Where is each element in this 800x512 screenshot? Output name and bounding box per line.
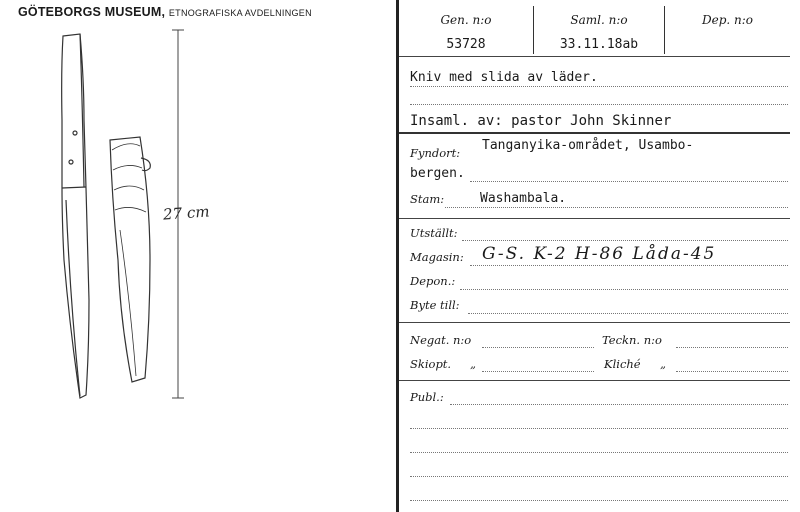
- collected-by-value: pastor John Skinner: [511, 113, 672, 129]
- card-rule: [399, 322, 790, 323]
- sheath-illustration: [110, 137, 150, 382]
- museum-name: GÖTEBORGS MUSEUM,: [18, 5, 166, 19]
- negat-row: [410, 333, 788, 347]
- publ-label: Publ.:: [410, 390, 444, 404]
- fyndort-value-line1: Tanganyika-området, Usambo-: [482, 138, 694, 153]
- fyndort-row: [410, 138, 788, 160]
- dotted-line: [468, 313, 788, 314]
- saml-number-value: 33.11.18ab: [559, 37, 639, 52]
- skiopt-label: Skiopt.: [410, 357, 452, 371]
- utstallt-row: [410, 226, 788, 240]
- stam-row: [410, 192, 788, 206]
- gen-number-label: Gen. n:o: [440, 13, 492, 27]
- fyndort-label: Fyndort:: [410, 146, 461, 160]
- fyndort-value-line2: bergen.: [410, 166, 465, 181]
- kliche-label: Kliché: [604, 357, 641, 371]
- dotted-line: [482, 371, 594, 372]
- card-left-border: [396, 0, 399, 512]
- teckn-label: Teckn. n:o: [602, 333, 662, 347]
- card-rule: [399, 380, 790, 381]
- dep-number-cell: [665, 0, 790, 56]
- dep-number-label: Dep. n:o: [701, 13, 754, 27]
- dotted-line: [410, 428, 788, 429]
- department-name: ETNOGRAFISKA AVDELNINGEN: [168, 8, 312, 18]
- dotted-line: [410, 500, 788, 501]
- skiopt-mark: „: [470, 357, 476, 371]
- collected-by-label: Insaml. av:: [410, 113, 503, 129]
- dotted-line: [676, 371, 788, 372]
- dotted-line: [470, 181, 788, 182]
- dotted-line: [676, 347, 788, 348]
- byte-label: Byte till:: [410, 298, 460, 312]
- knife-drawing: [0, 0, 396, 512]
- dotted-line: [462, 240, 788, 241]
- description: Kniv med slida av läder.: [410, 70, 598, 85]
- dotted-line: [482, 347, 594, 348]
- dotted-line: [470, 265, 788, 266]
- depon-label: Depon.:: [410, 274, 456, 288]
- measurement-label: 27 cm: [162, 202, 211, 224]
- dotted-line: [460, 289, 788, 290]
- dotted-line: [410, 452, 788, 453]
- depon-row: [410, 274, 788, 288]
- utstallt-label: Utställt:: [410, 226, 458, 240]
- byte-row: [410, 298, 788, 312]
- card-rule: [399, 132, 790, 134]
- dotted-line: [410, 476, 788, 477]
- dotted-line: [410, 86, 788, 87]
- dotted-line: [445, 207, 788, 208]
- gen-number-cell: [399, 0, 533, 56]
- magasin-label: Magasin:: [410, 250, 464, 264]
- kliche-mark: „: [660, 357, 666, 371]
- dotted-line: [450, 404, 788, 405]
- saml-number-cell: [534, 0, 664, 56]
- stam-value: Washambala.: [480, 191, 567, 206]
- card-rule: [399, 218, 790, 219]
- stam-label: Stam:: [410, 192, 445, 206]
- publ-row: [410, 390, 788, 404]
- magasin-value: G-S. K-2 H-86 Låda-45: [482, 244, 717, 264]
- knife-illustration: [62, 34, 89, 398]
- skiopt-row: [410, 357, 788, 371]
- collected-by-row: [410, 113, 788, 129]
- magasin-row: [410, 244, 788, 264]
- dotted-line: [410, 104, 788, 105]
- card-rule: [399, 56, 790, 57]
- saml-number-label: Saml. n:o: [570, 13, 628, 27]
- negat-label: Negat. n:o: [410, 333, 472, 347]
- gen-number-value: 53728: [446, 37, 486, 52]
